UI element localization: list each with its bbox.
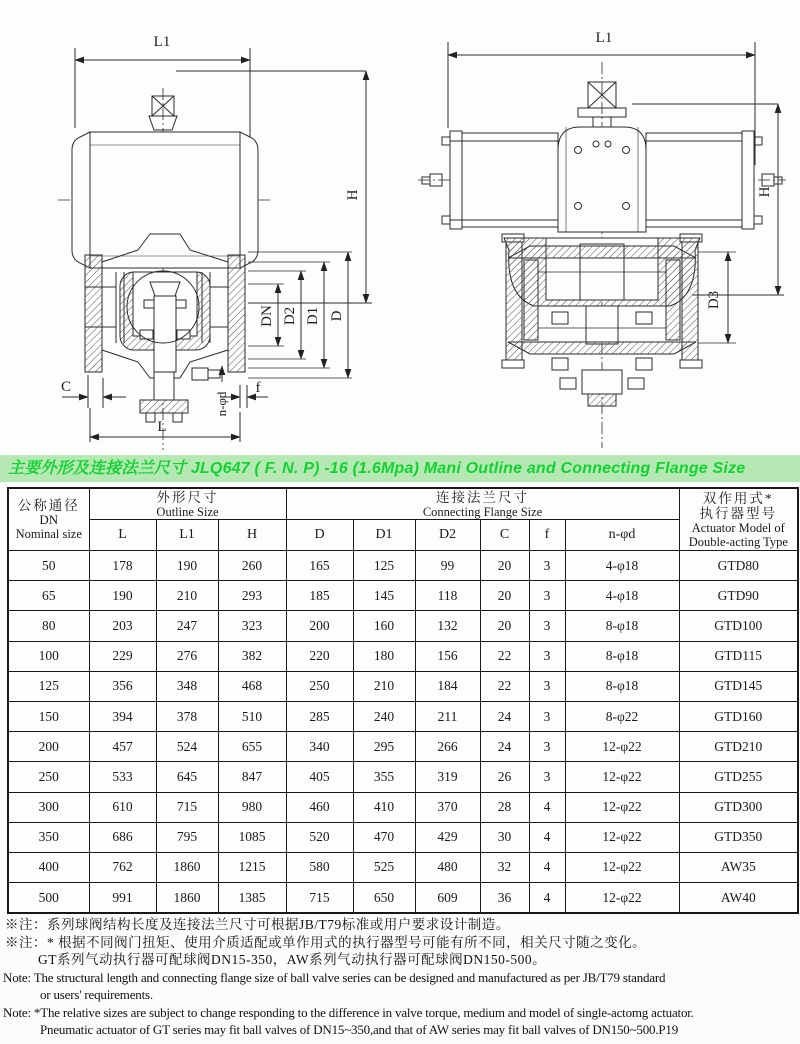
table-row bbox=[8, 611, 798, 641]
table-cell: GTD90 bbox=[679, 581, 798, 611]
table-cell: 8-φ22 bbox=[565, 701, 679, 731]
table-cell: 356 bbox=[89, 671, 156, 701]
table-row bbox=[8, 701, 798, 731]
col-f: f bbox=[529, 520, 565, 551]
table-cell: 260 bbox=[218, 551, 286, 581]
table-cell: 295 bbox=[353, 732, 415, 762]
table-cell: 100 bbox=[8, 641, 89, 671]
table-cell: 276 bbox=[156, 641, 218, 671]
table-cell: 99 bbox=[415, 551, 480, 581]
table-cell: 210 bbox=[156, 581, 218, 611]
table-cell: 180 bbox=[353, 641, 415, 671]
table-cell: 200 bbox=[286, 611, 353, 641]
table-cell: 457 bbox=[89, 732, 156, 762]
table-cell: GTD160 bbox=[679, 701, 798, 731]
table-cell: 160 bbox=[353, 611, 415, 641]
table-cell: 468 bbox=[218, 671, 286, 701]
table-cell: GTD255 bbox=[679, 762, 798, 792]
table-cell: GTD115 bbox=[679, 641, 798, 671]
table-cell: 229 bbox=[89, 641, 156, 671]
table-cell: 525 bbox=[353, 852, 415, 882]
table-cell: 190 bbox=[156, 551, 218, 581]
table-row bbox=[8, 551, 798, 581]
table-cell: 580 bbox=[286, 852, 353, 882]
col-D: D bbox=[286, 520, 353, 551]
table-cell: 22 bbox=[480, 671, 529, 701]
table-cell: 715 bbox=[156, 792, 218, 822]
table-cell: 762 bbox=[89, 852, 156, 882]
table-cell: 355 bbox=[353, 762, 415, 792]
table-cell: 655 bbox=[218, 732, 286, 762]
col-D2: D2 bbox=[415, 520, 480, 551]
table-row bbox=[8, 852, 798, 882]
table-cell: 991 bbox=[89, 883, 156, 914]
table-cell: 125 bbox=[353, 551, 415, 581]
table-row bbox=[8, 732, 798, 762]
table-cell: 405 bbox=[286, 762, 353, 792]
table-cell: 250 bbox=[286, 671, 353, 701]
right-label-H: H bbox=[757, 186, 773, 198]
left-label-C: C bbox=[60, 379, 72, 395]
left-label-L: L bbox=[157, 419, 167, 435]
left-dim-C bbox=[62, 375, 126, 408]
right-valve-drawing bbox=[400, 0, 800, 455]
table-cell: 184 bbox=[415, 671, 480, 701]
table-row bbox=[8, 822, 798, 852]
table-cell: 510 bbox=[218, 701, 286, 731]
table-row bbox=[8, 792, 798, 822]
table-cell: 645 bbox=[156, 762, 218, 792]
left-label-D2: D2 bbox=[282, 306, 298, 326]
table-cell: 370 bbox=[415, 792, 480, 822]
left-label-H: H bbox=[345, 189, 361, 201]
left-actuator bbox=[72, 96, 258, 268]
table-cell: 30 bbox=[480, 822, 529, 852]
left-label-D1: D1 bbox=[305, 306, 321, 326]
table-cell: 118 bbox=[415, 581, 480, 611]
table-cell: 50 bbox=[8, 551, 89, 581]
table-cell: GTD210 bbox=[679, 732, 798, 762]
table-cell: 686 bbox=[89, 822, 156, 852]
table-cell: 210 bbox=[353, 671, 415, 701]
table-cell: 200 bbox=[8, 732, 89, 762]
table-cell: 12-φ22 bbox=[565, 762, 679, 792]
table-cell: 610 bbox=[89, 792, 156, 822]
table-cell: 1860 bbox=[156, 883, 218, 914]
table-cell: 650 bbox=[353, 883, 415, 914]
table-cell: 378 bbox=[156, 701, 218, 731]
left-valve-drawing bbox=[0, 0, 400, 455]
note-zh-2: ※注：* 根据不同阀门扭矩、使用介质适配或单作用式的执行器型号可能有所不同，相关尺寸随之变化。 bbox=[5, 934, 647, 950]
col-H: H bbox=[218, 520, 286, 551]
table-row bbox=[8, 762, 798, 792]
left-label-n-phi-d: n-φd bbox=[214, 391, 229, 417]
table-cell: 1215 bbox=[218, 852, 286, 882]
header-outline-zh: 外形尺寸 bbox=[156, 489, 219, 505]
table-cell: 211 bbox=[415, 701, 480, 731]
table-cell: 715 bbox=[286, 883, 353, 914]
left-label-D: D bbox=[329, 310, 345, 322]
table-cell: 8-φ18 bbox=[565, 611, 679, 641]
header-actuator-en1: Actuator Model of bbox=[691, 520, 785, 535]
note-en-1: Note: The structural length and connecting flange size of ball valve series can be designed and manufactured as per JB/T79 standard bbox=[3, 969, 666, 985]
table-cell: 4 bbox=[529, 852, 565, 882]
table-cell: 533 bbox=[89, 762, 156, 792]
table-cell: 8-φ18 bbox=[565, 641, 679, 671]
table-cell: 609 bbox=[415, 883, 480, 914]
left-label-L1: L1 bbox=[153, 34, 171, 50]
header-nominal-zh: 公称通径 bbox=[17, 498, 80, 513]
table-cell: 3 bbox=[529, 732, 565, 762]
table-cell: 12-φ22 bbox=[565, 883, 679, 914]
note-en-3: Note: *The relative sizes are subject to change responding to the difference in valve torque, medium and model of single-actomg actuator. bbox=[3, 1004, 694, 1020]
table-row bbox=[8, 581, 798, 611]
table-cell: 12-φ22 bbox=[565, 822, 679, 852]
table-cell: 3 bbox=[529, 701, 565, 731]
table-cell: 1085 bbox=[218, 822, 286, 852]
table-cell: 460 bbox=[286, 792, 353, 822]
table-cell: 178 bbox=[89, 551, 156, 581]
table-cell: 4 bbox=[529, 822, 565, 852]
table-row bbox=[8, 883, 798, 914]
note-en-2: or users' requirements. bbox=[40, 987, 153, 1002]
table-cell: 165 bbox=[286, 551, 353, 581]
table-cell: 4-φ18 bbox=[565, 551, 679, 581]
table-cell: 3 bbox=[529, 762, 565, 792]
table-cell: 20 bbox=[480, 581, 529, 611]
table-cell: 3 bbox=[529, 671, 565, 701]
header-actuator-model bbox=[679, 488, 798, 551]
header-outline-size bbox=[89, 488, 286, 520]
header-actuator-zh1: 双作用式* bbox=[702, 490, 774, 506]
header-outline-en: Outline Size bbox=[156, 504, 219, 519]
table-cell: 1860 bbox=[156, 852, 218, 882]
table-cell: GTD100 bbox=[679, 611, 798, 641]
table-cell: 185 bbox=[286, 581, 353, 611]
table-cell: 524 bbox=[156, 732, 218, 762]
table-cell: 340 bbox=[286, 732, 353, 762]
table-cell: 220 bbox=[286, 641, 353, 671]
table-cell: 4-φ18 bbox=[565, 581, 679, 611]
note-zh-1: ※注：系列球阀结构长度及连接法兰尺寸可根据JB/T79标准或用户要求设计制造。 bbox=[5, 917, 510, 932]
dimension-table bbox=[7, 487, 799, 914]
table-cell: 795 bbox=[156, 822, 218, 852]
table-cell: 3 bbox=[529, 551, 565, 581]
table-cell: 4 bbox=[529, 883, 565, 914]
table-cell: 125 bbox=[8, 671, 89, 701]
col-L: L bbox=[89, 520, 156, 551]
col-D1: D1 bbox=[353, 520, 415, 551]
table-cell: 203 bbox=[89, 611, 156, 641]
right-label-L1: L1 bbox=[595, 30, 613, 46]
header-group-row bbox=[8, 488, 798, 520]
table-cell: 36 bbox=[480, 883, 529, 914]
table-cell: 3 bbox=[529, 611, 565, 641]
header-nominal-code: DN bbox=[39, 512, 59, 527]
table-cell: 132 bbox=[415, 611, 480, 641]
table-cell: 429 bbox=[415, 822, 480, 852]
note-zh-3: GT系列气动执行器可配球阀DN15-350，AW系列气动执行器可配球阀DN150-500。 bbox=[38, 952, 547, 967]
table-cell: 150 bbox=[8, 701, 89, 731]
table-cell: GTD350 bbox=[679, 822, 798, 852]
table-cell: 250 bbox=[8, 762, 89, 792]
col-n-phi-d: n-φd bbox=[565, 520, 679, 551]
table-cell: 480 bbox=[415, 852, 480, 882]
header-nominal-en: Nominal size bbox=[15, 527, 82, 541]
table-cell: 319 bbox=[415, 762, 480, 792]
table-cell: GTD80 bbox=[679, 551, 798, 581]
table-cell: 400 bbox=[8, 852, 89, 882]
table-cell: GTD145 bbox=[679, 671, 798, 701]
table-cell: 3 bbox=[529, 581, 565, 611]
table-cell: 22 bbox=[480, 641, 529, 671]
table-cell: AW40 bbox=[679, 883, 798, 914]
header-flange-en: Connecting Flange Size bbox=[422, 504, 543, 519]
table-cell: 980 bbox=[218, 792, 286, 822]
table-cell: 1385 bbox=[218, 883, 286, 914]
table-cell: 80 bbox=[8, 611, 89, 641]
table-cell: AW35 bbox=[679, 852, 798, 882]
table-cell: 240 bbox=[353, 701, 415, 731]
right-label-D3: D3 bbox=[706, 290, 722, 310]
header-actuator-zh2: 执行器型号 bbox=[699, 505, 778, 521]
header-actuator-en2: Double-acting Type bbox=[688, 534, 788, 549]
table-cell: 24 bbox=[480, 732, 529, 762]
table-cell: 285 bbox=[286, 701, 353, 731]
header-flange-size bbox=[286, 488, 679, 520]
table-cell: 4 bbox=[529, 792, 565, 822]
table-row bbox=[8, 641, 798, 671]
table-cell: 26 bbox=[480, 762, 529, 792]
section-title: 主要外形及连接法兰尺寸 JLQ647 ( F. N. P) -16 (1.6Mpa) Mani Outline and Connecting Flange Size bbox=[0, 455, 800, 482]
note-en-4: Pneumatic actuator of GT series may fit ball valves of DN15~350,and that of AW series may fit ball valves of DN150~500.P19 bbox=[40, 1022, 679, 1037]
table-cell: 266 bbox=[415, 732, 480, 762]
table-cell: 470 bbox=[353, 822, 415, 852]
table-cell: 12-φ22 bbox=[565, 852, 679, 882]
footnotes bbox=[0, 916, 800, 1039]
left-label-f: f bbox=[255, 380, 261, 396]
table-cell: 382 bbox=[218, 641, 286, 671]
table-cell: 500 bbox=[8, 883, 89, 914]
table-cell: 190 bbox=[89, 581, 156, 611]
table-cell: 8-φ18 bbox=[565, 671, 679, 701]
left-label-DN: DN bbox=[259, 305, 275, 327]
table-cell: 350 bbox=[8, 822, 89, 852]
technical-drawings bbox=[0, 0, 800, 455]
table-cell: 12-φ22 bbox=[565, 732, 679, 762]
table-cell: 20 bbox=[480, 611, 529, 641]
table-cell: 24 bbox=[480, 701, 529, 731]
table-cell: 410 bbox=[353, 792, 415, 822]
table-cell: 323 bbox=[218, 611, 286, 641]
table-cell: 520 bbox=[286, 822, 353, 852]
table-cell: 156 bbox=[415, 641, 480, 671]
table-cell: 20 bbox=[480, 551, 529, 581]
table-body bbox=[8, 551, 798, 914]
col-C: C bbox=[480, 520, 529, 551]
col-L1: L1 bbox=[156, 520, 218, 551]
table-cell: 65 bbox=[8, 581, 89, 611]
table-cell: 394 bbox=[89, 701, 156, 731]
table-cell: 3 bbox=[529, 641, 565, 671]
table-cell: 247 bbox=[156, 611, 218, 641]
table-cell: 145 bbox=[353, 581, 415, 611]
table-cell: 300 bbox=[8, 792, 89, 822]
table-cell: 348 bbox=[156, 671, 218, 701]
table-cell: GTD300 bbox=[679, 792, 798, 822]
table-row bbox=[8, 671, 798, 701]
table-cell: 12-φ22 bbox=[565, 792, 679, 822]
table-cell: 32 bbox=[480, 852, 529, 882]
table-cell: 293 bbox=[218, 581, 286, 611]
table-cell: 847 bbox=[218, 762, 286, 792]
header-flange-zh: 连接法兰尺寸 bbox=[436, 489, 530, 505]
header-nominal-size bbox=[8, 488, 89, 551]
table-cell: 28 bbox=[480, 792, 529, 822]
